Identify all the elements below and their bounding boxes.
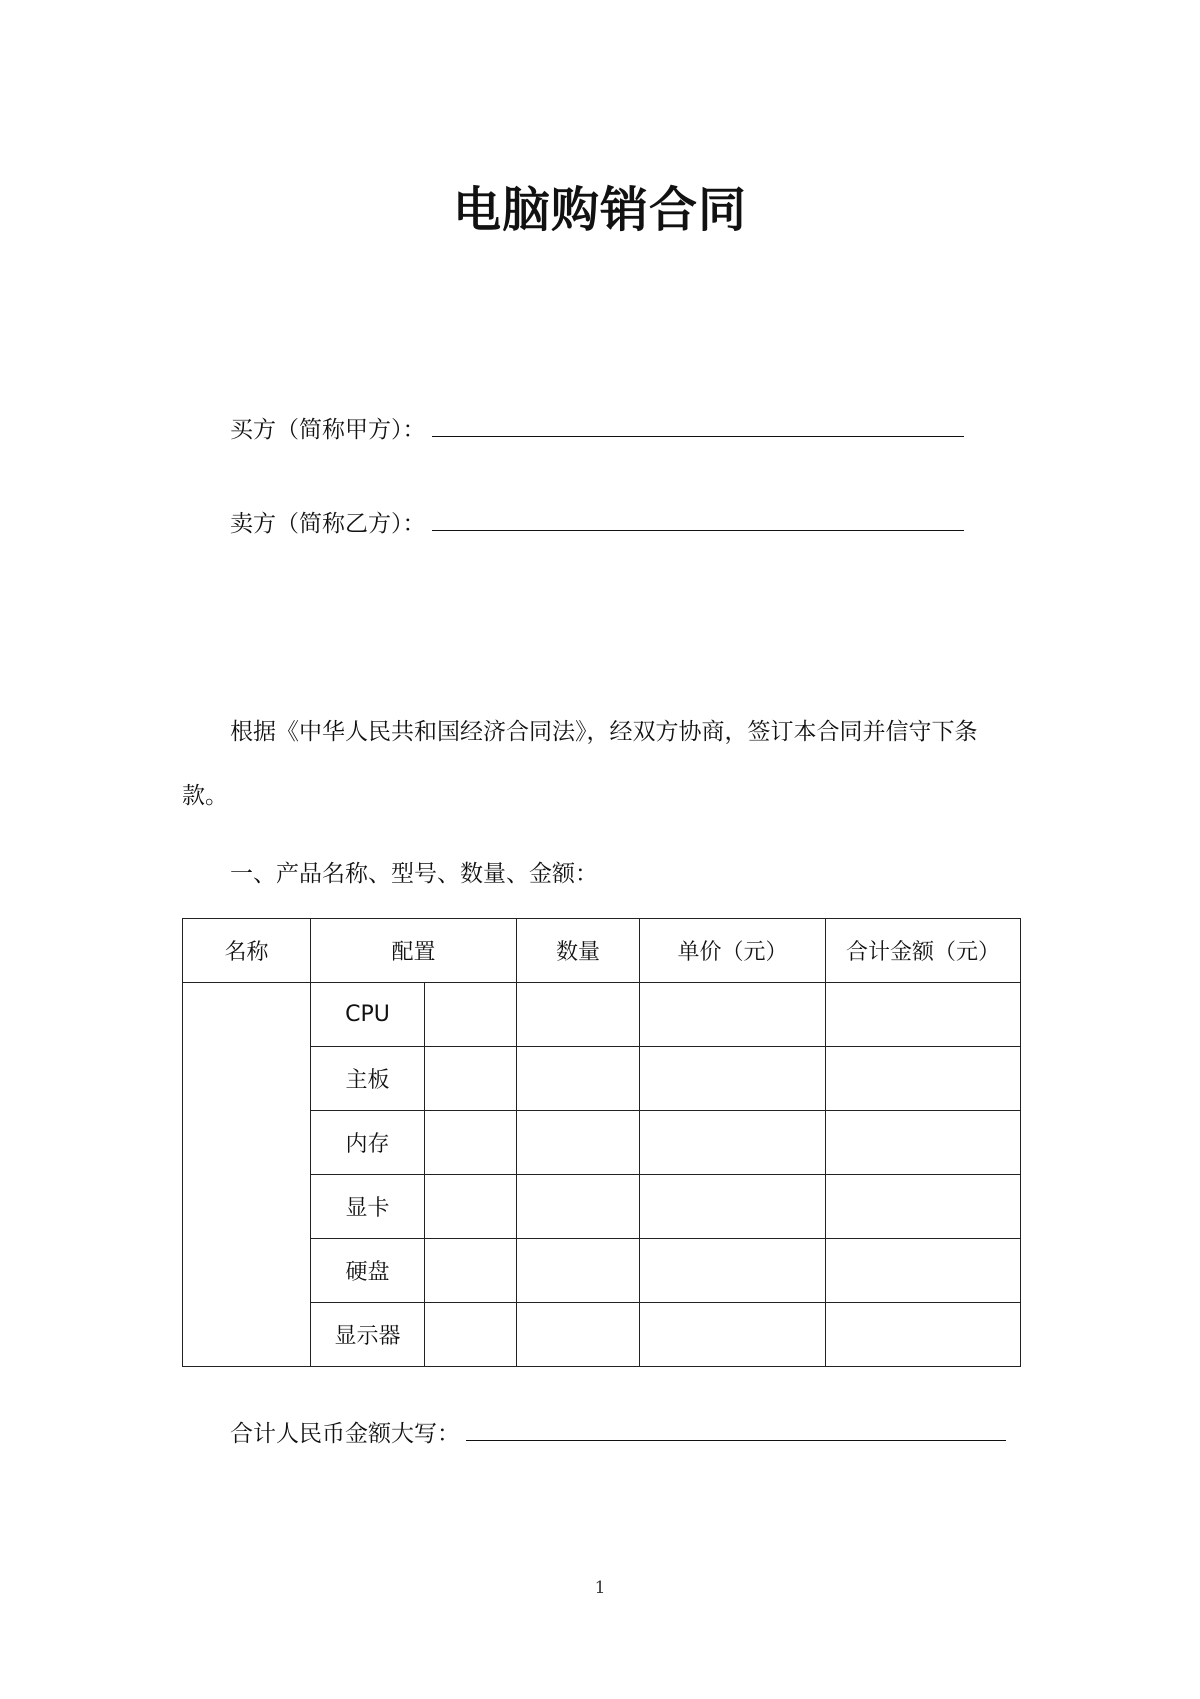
quantity-cell[interactable]: [517, 1047, 640, 1111]
config-cell[interactable]: [425, 1047, 517, 1111]
buyer-line: [230, 414, 964, 446]
unit-price-cell[interactable]: [640, 1175, 826, 1239]
config-cell[interactable]: [425, 1111, 517, 1175]
table-header-row: [183, 919, 1021, 983]
quantity-cell[interactable]: [517, 1239, 640, 1303]
buyer-label: 买方（简称甲方）：: [230, 417, 426, 443]
unit-price-cell[interactable]: [640, 1239, 826, 1303]
component-label: 显卡: [311, 1175, 425, 1239]
total-amount-line: [230, 1418, 1006, 1450]
quantity-cell[interactable]: [517, 1111, 640, 1175]
header-unit-price: 单价（元）: [640, 919, 826, 983]
total-cell[interactable]: [826, 1111, 1021, 1175]
header-total: 合计金额（元）: [826, 919, 1021, 983]
total-cell[interactable]: [826, 1239, 1021, 1303]
quantity-cell[interactable]: [517, 983, 640, 1047]
header-name: 名称: [183, 919, 311, 983]
header-config: 配置: [311, 919, 517, 983]
component-label: 硬盘: [311, 1239, 425, 1303]
total-amount-label: 合计人民币金额大写：: [230, 1421, 460, 1447]
total-amount-blank[interactable]: [466, 1418, 1006, 1441]
unit-price-cell[interactable]: [640, 1111, 826, 1175]
unit-price-cell[interactable]: [640, 983, 826, 1047]
total-cell[interactable]: [826, 983, 1021, 1047]
table-row: [183, 983, 1021, 1047]
config-cell[interactable]: [425, 1175, 517, 1239]
config-cell[interactable]: [425, 1239, 517, 1303]
quantity-cell[interactable]: [517, 1175, 640, 1239]
unit-price-cell[interactable]: [640, 1303, 826, 1367]
seller-blank[interactable]: [432, 508, 964, 531]
section-heading: 一、产品名称、型号、数量、金额：: [230, 861, 598, 887]
component-label: CPU: [311, 983, 425, 1047]
config-cell[interactable]: [425, 983, 517, 1047]
header-quantity: 数量: [517, 919, 640, 983]
unit-price-cell[interactable]: [640, 1047, 826, 1111]
total-cell[interactable]: [826, 1175, 1021, 1239]
intro-paragraph: 根据《中华人民共和国经济合同法》，经双方协商，签订本合同并信守下条款。: [182, 719, 978, 809]
name-cell[interactable]: [183, 983, 311, 1367]
page-number: 1: [594, 1578, 606, 1598]
quantity-cell[interactable]: [517, 1303, 640, 1367]
config-cell[interactable]: [425, 1303, 517, 1367]
product-table: [182, 918, 1021, 1367]
component-label: 显示器: [311, 1303, 425, 1367]
seller-label: 卖方（简称乙方）：: [230, 511, 426, 537]
document-title: 电脑购销合同: [452, 182, 747, 238]
total-cell[interactable]: [826, 1303, 1021, 1367]
component-label: 主板: [311, 1047, 425, 1111]
seller-line: [230, 508, 964, 540]
component-label: 内存: [311, 1111, 425, 1175]
total-cell[interactable]: [826, 1047, 1021, 1111]
buyer-blank[interactable]: [432, 414, 964, 437]
